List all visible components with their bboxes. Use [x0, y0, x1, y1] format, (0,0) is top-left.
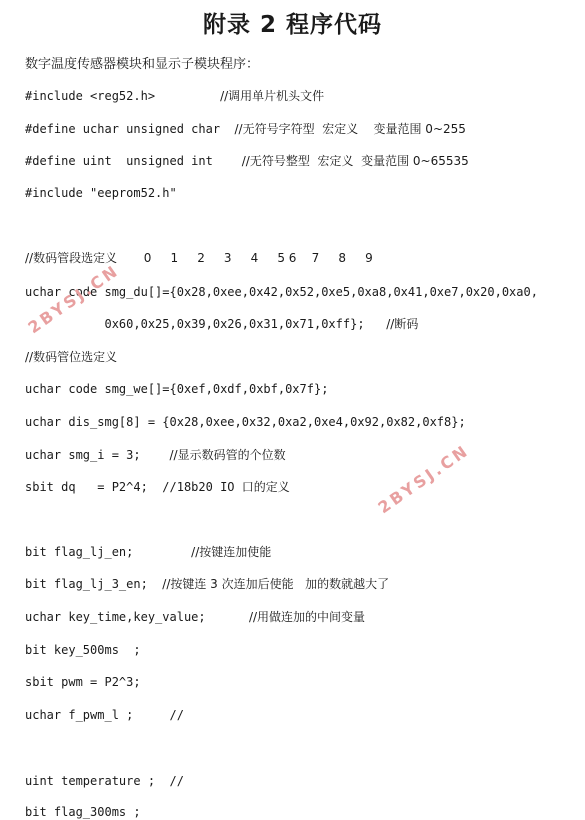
appendix-title: 附录 2 程序代码 [202, 12, 383, 38]
code-line [25, 153, 469, 169]
code-comment: //调用单片机头文件 [220, 89, 325, 103]
code-line [25, 642, 141, 658]
code-text: bit flag_lj_en; [25, 545, 192, 559]
code-line [25, 447, 286, 463]
code-line [25, 381, 328, 397]
code-text: uchar dis_smg[8] = {0x28,0xee,0x32,0xa2,0xe4,0x92,0x82,0xf8}; [25, 415, 466, 429]
code-text: uchar key_time,key_value; [25, 610, 249, 624]
code-comment: //按键连加使能 [191, 545, 272, 559]
code-comment: //数码管位选定义 [25, 350, 118, 364]
code-text: uchar code smg_we[]={0xef,0xdf,0xbf,0x7f}; [25, 382, 329, 396]
code-comment: //断码 [386, 317, 419, 331]
code-line [25, 250, 373, 266]
code-line [25, 609, 365, 625]
code-comment: //无符号字符型 宏定义 变量范围 0~255 [234, 122, 466, 136]
code-text: 0x60,0x25,0x39,0x26,0x31,0x71,0xff}; [25, 317, 387, 331]
code-text: bit key_500ms ; [25, 643, 141, 657]
intro-heading: 数字温度传感器模块和显示子模块程序： [25, 57, 260, 72]
code-line [25, 479, 290, 495]
code-text: bit flag_lj_3_en; [25, 577, 163, 591]
code-line [25, 414, 466, 430]
code-line [25, 674, 141, 690]
code-text: #define uint unsigned int [25, 154, 242, 168]
code-text: uint temperature ; // [25, 774, 184, 788]
code-text: #define uchar unsigned char [25, 122, 235, 136]
code-line [25, 349, 117, 365]
code-line [25, 316, 418, 332]
code-text: sbit dq = P2^4; //18b20 IO [25, 480, 242, 494]
code-line [25, 707, 184, 723]
watermark-right: 2BYSJ.CN [374, 440, 473, 518]
code-line [25, 544, 271, 560]
code-comment: //数码管段选定义 0 1 2 3 4 5 6 7 8 9 [25, 251, 373, 265]
code-text: uchar f_pwm_l ; // [25, 708, 184, 722]
code-line [25, 804, 141, 820]
watermark-left: 2BYSJ.CN [24, 260, 123, 338]
code-text: bit flag_300ms ; [25, 805, 141, 819]
code-comment: //无符号整型 宏定义 变量范围 0~65535 [241, 154, 469, 168]
code-text: #include "eeprom52.h" [25, 186, 177, 200]
code-text: sbit pwm = P2^3; [25, 675, 141, 689]
code-text: uchar smg_i = 3; [25, 448, 170, 462]
code-comment: 口的定义 [241, 480, 290, 494]
code-text: uchar code smg_du[]={0x28,0xee,0x42,0x52,0xe5,0xa8,0x41,0xe7,0x20,0xa0, [25, 285, 538, 299]
code-line [25, 185, 177, 201]
code-line [25, 88, 324, 104]
code-line [25, 773, 184, 789]
code-line [25, 121, 466, 137]
code-comment: //按键连 3 次连加后使能 加的数就越大了 [162, 577, 390, 591]
code-line [25, 576, 389, 592]
code-comment: //显示数码管的个位数 [169, 448, 286, 462]
code-text: #include <reg52.h> [25, 89, 221, 103]
code-comment: //用做连加的中间变量 [248, 610, 366, 624]
